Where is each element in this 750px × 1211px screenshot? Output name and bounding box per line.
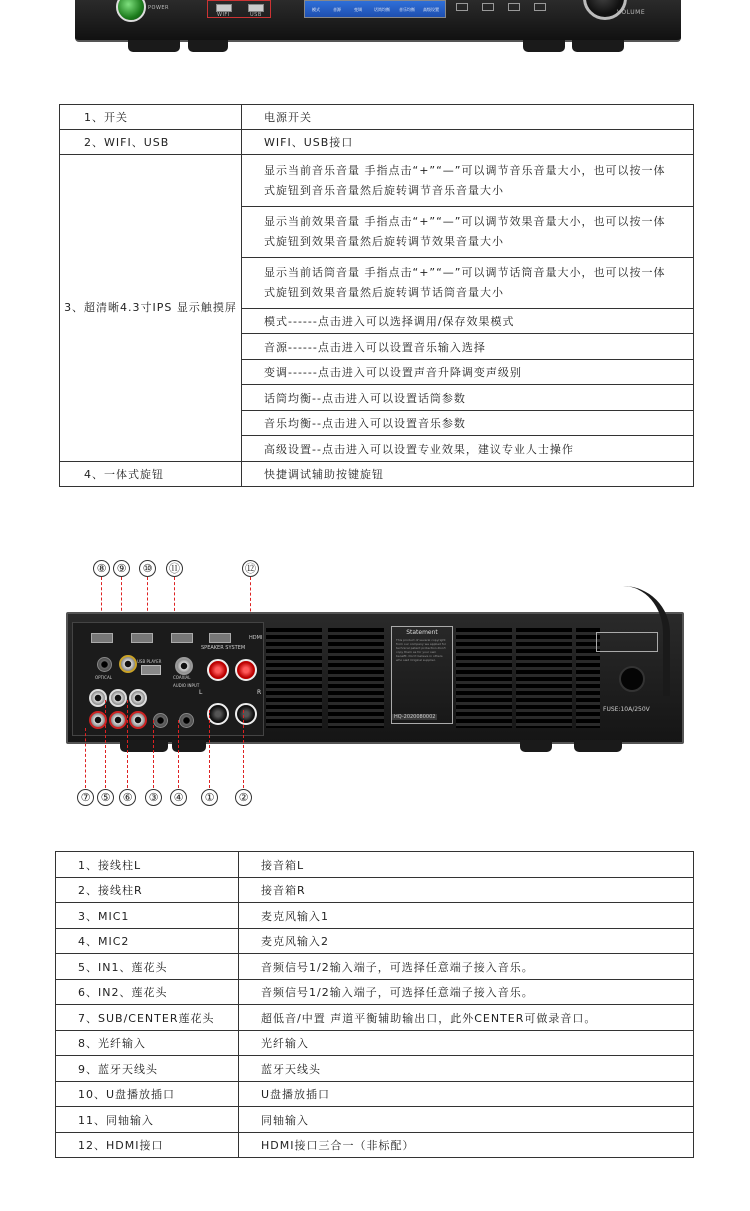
- item-cell: 3、超清晰4.3寸IPS 显示触摸屏: [60, 155, 242, 462]
- item-cell: 8、光纤输入: [56, 1031, 239, 1056]
- vent-grille: [456, 628, 512, 728]
- front-function-table: [59, 104, 694, 487]
- callout-10: ⑩: [139, 560, 156, 577]
- coaxial-port-icon: [508, 3, 520, 11]
- callout-leader: [153, 720, 154, 788]
- callout-9: ⑨: [113, 560, 130, 577]
- usb-port-icon: [248, 4, 264, 12]
- callout-leader: [105, 700, 106, 788]
- hdmi-label: HDMI: [249, 635, 263, 641]
- optical-port-icon: [97, 657, 112, 672]
- rear-panel-photo: [66, 612, 684, 744]
- item-cell: 9、蓝牙天线头: [56, 1056, 239, 1082]
- callout-8: ⑧: [93, 560, 110, 577]
- desc-cell: U盘播放插口: [239, 1082, 694, 1107]
- in2-rca-icon: [129, 711, 147, 729]
- callout-leader: [127, 700, 128, 788]
- desc-cell: 音乐均衡--点击进入可以设置音乐参数: [242, 411, 694, 436]
- table-row: [56, 1031, 694, 1056]
- desc-cell: 话筒均衡--点击进入可以设置话筒参数: [242, 385, 694, 411]
- rear-connector-table: [55, 851, 694, 1158]
- usb-player-label: USB PLAYER: [137, 659, 162, 664]
- desc-cell: 音频信号1/2输入端子，可选择任意端子接入音乐。: [239, 980, 694, 1005]
- speaker-post-r-icon: [235, 659, 257, 681]
- screen-item: 变调: [354, 7, 362, 12]
- left-label: L: [199, 689, 203, 696]
- in1-rca-icon: [109, 689, 127, 707]
- item-cell: 12、HDMI接口: [56, 1133, 239, 1158]
- hdmi-port-icon: [91, 633, 113, 643]
- screen-item: 高级设置: [423, 7, 439, 12]
- vent-grille: [328, 628, 384, 728]
- in2-rca-icon: [129, 689, 147, 707]
- table-row: [56, 1107, 694, 1133]
- callout-leader: [243, 710, 244, 788]
- item-cell: 11、同轴输入: [56, 1107, 239, 1133]
- callout-11: ⑪: [166, 560, 183, 577]
- table-row: [60, 130, 694, 155]
- item-cell: 1、接线柱L: [56, 852, 239, 878]
- mic1-jack-icon: [153, 713, 168, 728]
- table-row: [56, 1005, 694, 1031]
- in1-rca-icon: [109, 711, 127, 729]
- audio-input-label: AUDIO INPUT: [173, 683, 200, 688]
- desc-cell: 音频信号1/2输入端子，可选择任意端子接入音乐。: [239, 954, 694, 980]
- table-row: [56, 878, 694, 903]
- callout-5: ⑤: [97, 789, 114, 806]
- table-row: [60, 155, 694, 207]
- coaxial-label: COAXIAL: [173, 675, 191, 680]
- desc-cell: 音源------点击进入可以设置音乐输入选择: [242, 334, 694, 360]
- desc-cell: HDMI接口三合一（非标配）: [239, 1133, 694, 1158]
- antenna-connector-icon: [119, 655, 137, 673]
- foot-icon: [574, 740, 622, 752]
- desc-text: 显示当前话筒音量 手指点击“+”“—”可以调节话筒音量大小，也可以按一体式旋钮到效果音量然后旋转调节话筒音量大小: [264, 266, 666, 299]
- table-row: [60, 462, 694, 487]
- table-row: [56, 929, 694, 954]
- desc-cell: [242, 207, 694, 258]
- desc-cell: 麦克风输入2: [239, 929, 694, 954]
- table-row: [56, 1133, 694, 1158]
- foot-icon: [128, 40, 180, 52]
- foot-icon: [188, 40, 228, 52]
- speaker-post-l-icon: [207, 703, 229, 725]
- statement-label: [391, 626, 453, 724]
- volume-label: VOLUME: [617, 9, 646, 16]
- audio-port-icon: [534, 3, 546, 11]
- optical-port-icon: [456, 3, 468, 11]
- desc-cell: 电源开关: [242, 105, 694, 130]
- desc-cell: 蓝牙天线头: [239, 1056, 694, 1082]
- touch-screen: [304, 0, 446, 18]
- item-cell: 1、开关: [60, 105, 242, 130]
- callout-2: ②: [235, 789, 252, 806]
- item-cell: 7、SUB/CENTER莲花头: [56, 1005, 239, 1031]
- screen-item: 音源: [333, 7, 341, 12]
- io-section: [72, 622, 264, 736]
- serial-number: HQ-2020080002: [394, 714, 436, 720]
- item-cell: 5、IN1、莲花头: [56, 954, 239, 980]
- optical-label: OPTICAL: [95, 675, 112, 680]
- desc-text: 显示当前音乐音量 手指点击“+”“—”可以调节音乐音量大小，也可以按一体式旋钮到音乐音量然后旋转调节音乐音量大小: [264, 163, 666, 197]
- table-row: [56, 954, 694, 980]
- callout-leader: [178, 720, 179, 788]
- power-label: POWER: [148, 5, 170, 11]
- callout-7: ⑦: [77, 789, 94, 806]
- callout-leader: [85, 728, 86, 788]
- item-cell: 6、IN2、莲花头: [56, 980, 239, 1005]
- vent-grille: [516, 628, 572, 728]
- desc-cell: 超低音/中置 声道平衡辅助输出口，此外CENTER可做录音口。: [239, 1005, 694, 1031]
- wifi-usb-outline: [207, 0, 271, 18]
- table-row: [56, 852, 694, 878]
- foot-icon: [523, 40, 565, 52]
- foot-icon: [572, 40, 624, 52]
- item-cell: 10、U盘播放插口: [56, 1082, 239, 1107]
- right-label: R: [257, 689, 262, 696]
- speaker-post-l-icon: [207, 659, 229, 681]
- item-cell: 4、一体式旋钮: [60, 462, 242, 487]
- desc-cell: 麦克风输入1: [239, 903, 694, 929]
- usb-port-icon: [216, 4, 232, 12]
- desc-cell: 高级设置--点击进入可以设置专业效果，建议专业人士操作: [242, 436, 694, 462]
- table-row: [56, 1082, 694, 1107]
- desc-cell: 接音箱R: [239, 878, 694, 903]
- callout-3: ③: [145, 789, 162, 806]
- statement-title: Statement: [406, 629, 438, 636]
- desc-cell: 光纤输入: [239, 1031, 694, 1056]
- bluetooth-port-icon: [482, 3, 494, 11]
- coaxial-port-icon: [175, 657, 193, 675]
- callout-4: ④: [170, 789, 187, 806]
- callout-leader: [209, 710, 210, 788]
- power-plug-icon: [619, 666, 645, 692]
- desc-cell: 变调------点击进入可以设置声音升降调变声级别: [242, 360, 694, 385]
- hdmi-port-icon: [171, 633, 193, 643]
- screen-item: 话筒均衡: [374, 7, 390, 12]
- callout-12: ⑫: [242, 560, 259, 577]
- mic2-jack-icon: [179, 713, 194, 728]
- hdmi-port-icon: [131, 633, 153, 643]
- item-cell: 2、接线柱R: [56, 878, 239, 903]
- table-row: [56, 1056, 694, 1082]
- table-row: [56, 903, 694, 929]
- screen-item: 音乐均衡: [399, 7, 415, 12]
- usb-label: USB: [250, 12, 262, 18]
- callout-6: ⑥: [119, 789, 136, 806]
- wifi-label: WIFI: [217, 12, 230, 18]
- desc-cell: 模式------点击进入可以选择调用/保存效果模式: [242, 309, 694, 334]
- usb-port-icon: [141, 665, 161, 675]
- desc-cell: WIFI、USB接口: [242, 130, 694, 155]
- vent-grille: [266, 628, 322, 728]
- desc-cell: [242, 155, 694, 207]
- speaker-label: SPEAKER SYSTEM: [201, 645, 246, 651]
- hdmi-port-icon: [209, 633, 231, 643]
- speaker-post-r-icon: [235, 703, 257, 725]
- table-row: [60, 105, 694, 130]
- desc-cell: [242, 258, 694, 309]
- desc-cell: 快捷调试辅助按键旋钮: [242, 462, 694, 487]
- desc-cell: 接音箱L: [239, 852, 694, 878]
- front-panel-photo: [75, 0, 681, 42]
- callout-1: ①: [201, 789, 218, 806]
- item-cell: 4、MIC2: [56, 929, 239, 954]
- statement-body: This product of several copyright from our company we applied for technical patent protection.Don't copy them as for your own benefit. Don't believe in others who said Original supplier.: [396, 638, 447, 662]
- foot-icon: [520, 740, 552, 752]
- screen-item: 模式: [312, 7, 320, 12]
- fuse-label: FUSE:10A/250V: [603, 706, 650, 713]
- power-knob-icon: [116, 0, 146, 22]
- desc-text: 显示当前效果音量 手指点击“+”“—”可以调节效果音量大小，也可以按一体式旋钮到效果音量然后旋转调节效果音量大小: [264, 215, 666, 248]
- item-cell: 3、MIC1: [56, 903, 239, 929]
- desc-cell: 同轴输入: [239, 1107, 694, 1133]
- item-cell: 2、WIFI、USB: [60, 130, 242, 155]
- table-row: [56, 980, 694, 1005]
